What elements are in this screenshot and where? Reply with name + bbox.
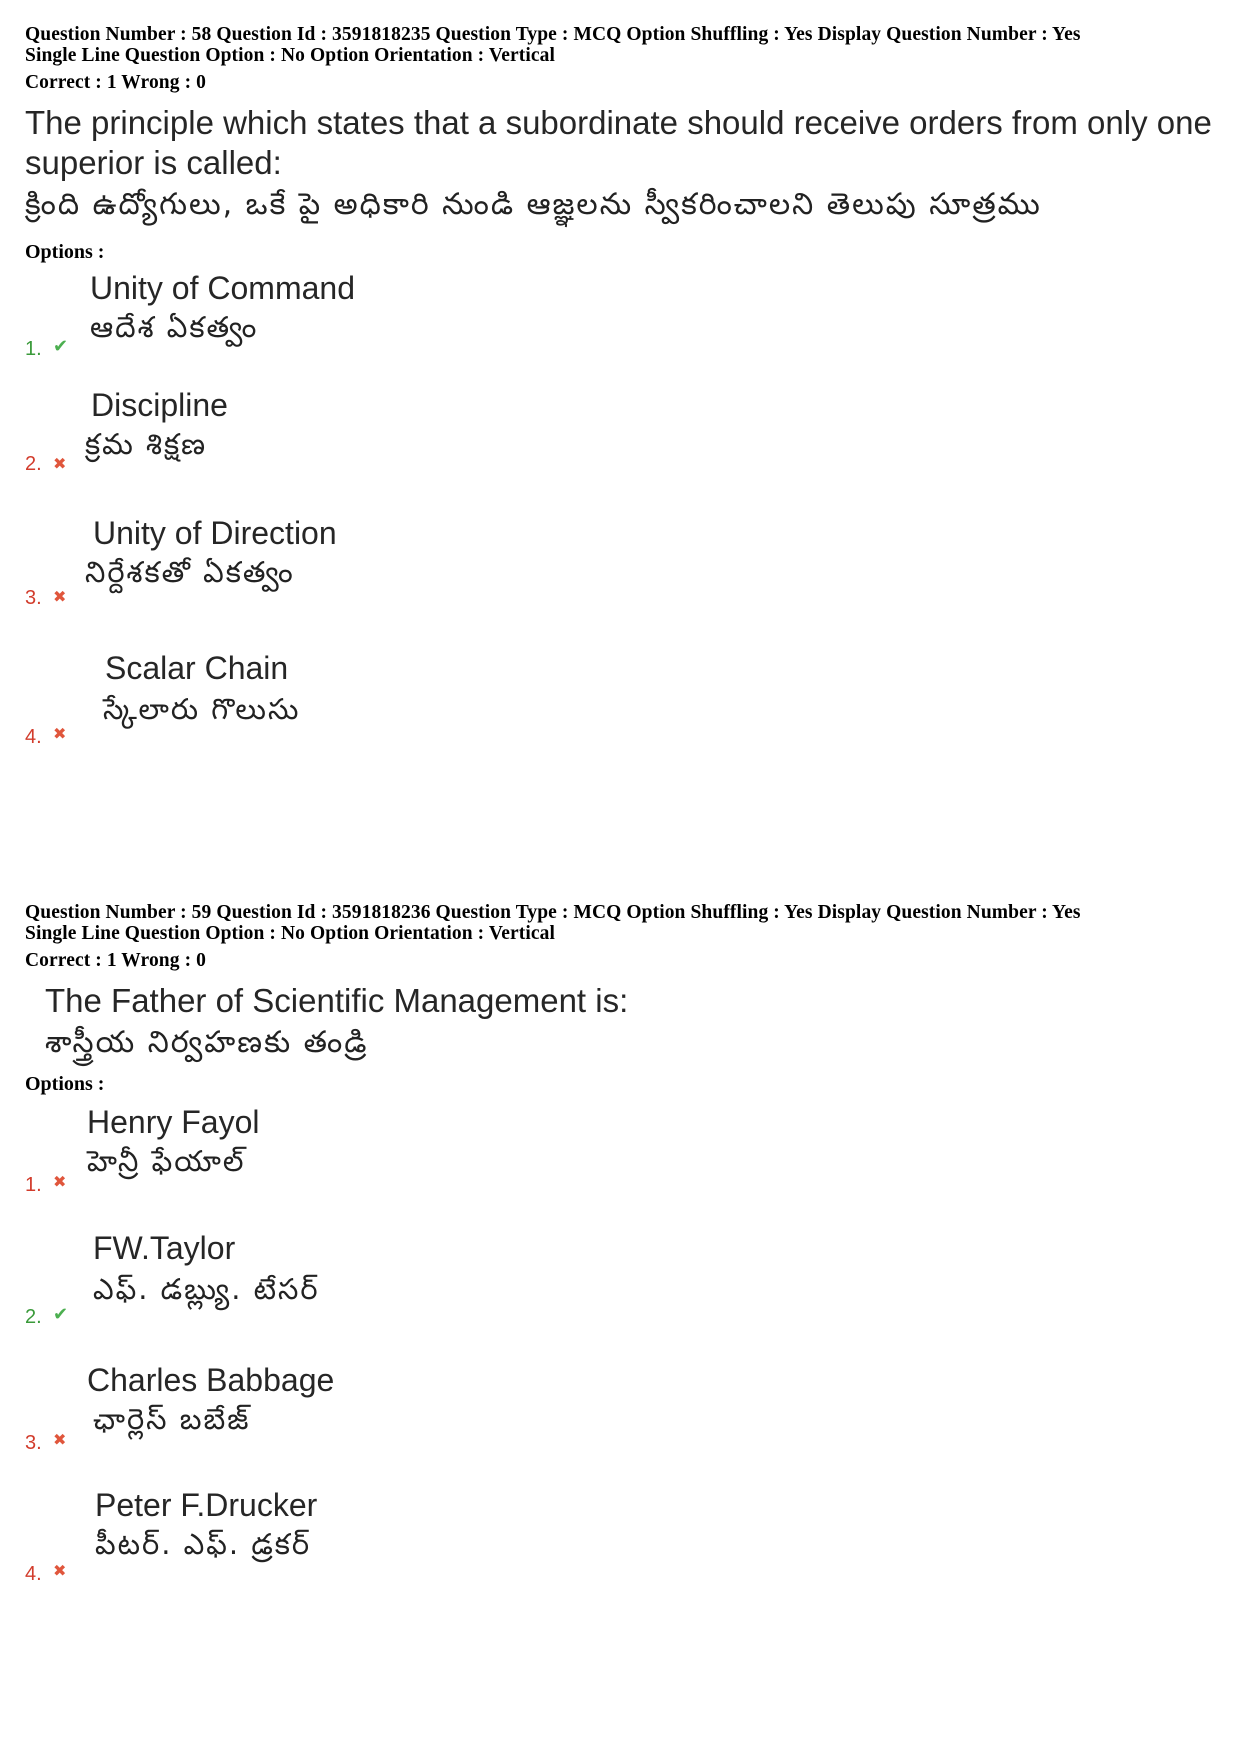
option-number: 2.: [25, 1306, 42, 1328]
option-text-telugu: ఎఫ్. డబ్ల్యు. టేసర్: [93, 1272, 320, 1306]
options-label: Options :: [25, 1073, 105, 1095]
option-text-telugu: ఛార్లెస్ బబేజ్: [93, 1402, 251, 1436]
question-block-58: [25, 24, 1215, 774]
option-item: [25, 1481, 1215, 1611]
question-text-english: The principle which states that a subordinate should receive orders from only one superior is called:: [25, 104, 1212, 181]
cross-icon: ✖: [53, 724, 67, 743]
option-item: [25, 1356, 1215, 1481]
check-icon: ✔: [53, 336, 69, 357]
option-text-telugu: క్రమ శిక్షణ: [85, 427, 208, 461]
option-text-english: Unity of Direction: [93, 515, 337, 551]
option-number: 1.: [25, 338, 42, 360]
marks-line: Correct : 1 Wrong : 0: [25, 72, 206, 93]
option-text-telugu: ఆదేశ ఏకత్వం: [90, 310, 259, 344]
option-text-telugu: నిర్దేశకతో ఏకత్వం: [85, 555, 295, 589]
cross-icon: ✖: [53, 1172, 67, 1191]
check-icon: ✔: [53, 1304, 69, 1325]
option-text-english: Charles Babbage: [87, 1362, 335, 1398]
cross-icon: ✖: [53, 1430, 67, 1449]
question-meta-line-2: Single Line Question Option : No Option Orientation : Vertical: [25, 45, 556, 66]
option-text-english: Discipline: [91, 387, 228, 423]
option-text-english: FW.Taylor: [93, 1230, 236, 1266]
marks-line: Correct : 1 Wrong : 0: [25, 950, 206, 971]
option-text-english: Unity of Command: [90, 270, 355, 306]
option-number: 2.: [25, 453, 42, 475]
option-number: 3.: [25, 1432, 42, 1454]
option-number: 1.: [25, 1174, 42, 1196]
option-text-english: Peter F.Drucker: [95, 1487, 318, 1523]
question-meta-line-1: Question Number : 59 Question Id : 3591818236 Question Type : MCQ Option Shuffling : Yes Display Question Number : Yes: [25, 902, 1081, 923]
option-text-telugu: పీటర్. ఎఫ్. డ్రకర్: [95, 1527, 312, 1561]
question-text-telugu: క్రింది ఉద్యోగులు, ఒకే పై అధికారి నుండి ఆజ్ఞలను స్వీకరించాలని తెలుపు సూత్రము: [25, 187, 1042, 222]
cross-icon: ✖: [53, 454, 67, 473]
option-text-english: Henry Fayol: [87, 1104, 260, 1140]
cross-icon: ✖: [53, 587, 67, 606]
options-label: Options :: [25, 241, 105, 263]
option-item: [25, 644, 1215, 774]
option-number: 4.: [25, 726, 42, 748]
option-item: [25, 264, 1215, 379]
cross-icon: ✖: [53, 1561, 67, 1580]
option-item: [25, 379, 1215, 509]
question-text-english: The Father of Scientific Management is:: [45, 982, 629, 1019]
question-meta-line-1: Question Number : 58 Question Id : 3591818235 Question Type : MCQ Option Shuffling : Yes Display Question Number : Yes: [25, 24, 1081, 45]
option-text-english: Scalar Chain: [105, 650, 289, 686]
option-number: 3.: [25, 587, 42, 609]
question-block-59: [25, 902, 1215, 1611]
option-number: 4.: [25, 1563, 42, 1585]
question-text-telugu: శాస్త్రీయ నిర్వహణకు తండ్రి: [45, 1025, 369, 1060]
option-item: [25, 1096, 1215, 1216]
option-text-telugu: హెన్రీ ఫేయాల్: [87, 1144, 246, 1178]
question-meta-line-2: Single Line Question Option : No Option Orientation : Vertical: [25, 923, 556, 944]
option-item: [25, 1216, 1215, 1356]
option-text-telugu: స్కేలారు గొలుసు: [103, 692, 301, 726]
option-item: [25, 509, 1215, 644]
